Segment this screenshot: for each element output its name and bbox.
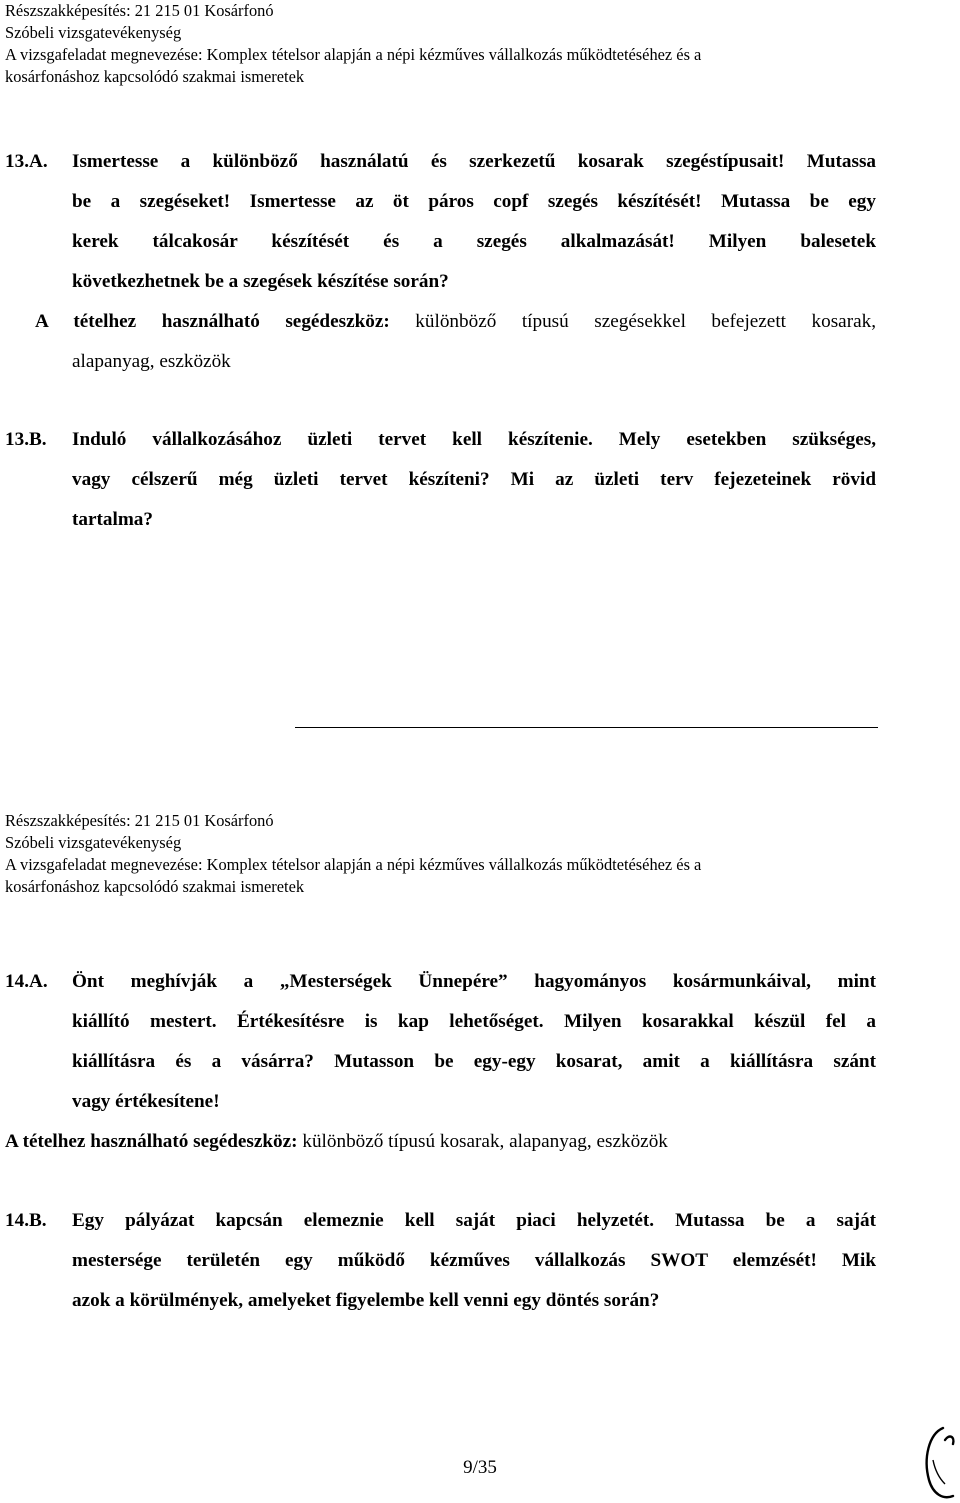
signature-logo-icon — [915, 1420, 960, 1503]
page-header — [5, 0, 701, 88]
header-exam-type: Szóbeli vizsgatevékenység — [5, 23, 182, 42]
question-line: Egy pályázat kapcsán elemeznie kell saját piaci helyzetét. Mutassa be a saját — [72, 1210, 876, 1231]
header-task-name: A vizsgafeladat megnevezése: Komplex tételsor alapján a népi kézműves vállalkozás működtetéséhez és a — [5, 855, 702, 874]
aid-text-cont: alapanyag, eszközök — [72, 351, 231, 372]
question-14a — [0, 962, 960, 1162]
question-text — [72, 1201, 876, 1321]
aid-tools — [35, 302, 876, 382]
aid-label: A tételhez használható segédeszköz: — [35, 311, 390, 332]
header-qualification: Részszakképesítés: 21 215 01 Kosárfonó — [5, 811, 274, 830]
question-line: kiállító mestert. Értékesítésre is kap lehetőséget. Milyen kosarakkal készül fel a — [72, 1011, 876, 1032]
question-line: tartalma? — [72, 509, 153, 530]
header-task-name-cont: kosárfonáshoz kapcsolódó szakmai ismeretek — [5, 67, 305, 86]
question-text — [72, 962, 876, 1122]
header-qualification: Részszakképesítés: 21 215 01 Kosárfonó — [5, 1, 274, 20]
header-task-name-cont: kosárfonáshoz kapcsolódó szakmai ismeretek — [5, 877, 305, 896]
aid-tools — [5, 1122, 960, 1162]
page-divider — [295, 727, 878, 728]
question-13b — [0, 420, 960, 540]
question-line: Ismertesse a különböző használatú és szerkezetű kosarak szegéstípusait! Mutassa — [72, 151, 876, 172]
question-line: be a szegéseket! Ismertesse az öt páros copf szegés készítését! Mutassa be egy — [72, 191, 876, 212]
aid-text: különböző típusú kosarak, alapanyag, eszközök — [297, 1131, 668, 1152]
question-text — [72, 420, 876, 540]
aid-label: A tételhez használható segédeszköz: — [5, 1131, 298, 1152]
question-line: azok a körülmények, amelyeket figyelembe kell venni egy döntés során? — [72, 1290, 660, 1311]
question-number: 14.B. — [5, 1210, 47, 1231]
page-number: 9/35 — [463, 1457, 497, 1478]
page-header — [5, 810, 701, 898]
question-line: Önt meghívják a „Mesterségek Ünnepére” hagyományos kosármunkáival, mint — [72, 971, 876, 992]
header-task-name: A vizsgafeladat megnevezése: Komplex tételsor alapján a népi kézműves vállalkozás működtetéséhez és a — [5, 45, 702, 64]
question-line: vagy célszerű még üzleti tervet készíteni? Mi az üzleti terv fejezeteinek rövid — [72, 469, 876, 490]
question-text — [72, 142, 876, 302]
question-line: mestersége területén egy működő kézműves vállalkozás SWOT elemzését! Mik — [72, 1250, 876, 1271]
question-line: vagy értékesítene! — [72, 1091, 220, 1112]
question-number: 13.B. — [5, 429, 47, 450]
question-line: következhetnek be a szegések készítése során? — [72, 271, 449, 292]
question-line: kiállításra és a vásárra? Mutasson be egy-egy kosarat, amit a kiállításra szánt — [72, 1051, 876, 1072]
aid-text: különböző típusú szegésekkel befejezett kosarak, — [389, 311, 876, 332]
question-13a — [0, 142, 960, 382]
question-number: 13.A. — [5, 151, 48, 172]
question-14b — [0, 1201, 960, 1321]
question-number: 14.A. — [5, 971, 48, 992]
question-line: Induló vállalkozásához üzleti tervet kell készítenie. Mely esetekben szükséges, — [72, 429, 876, 450]
question-line: kerek tálcakosár készítését és a szegés alkalmazását! Milyen balesetek — [72, 231, 876, 252]
header-exam-type: Szóbeli vizsgatevékenység — [5, 833, 182, 852]
